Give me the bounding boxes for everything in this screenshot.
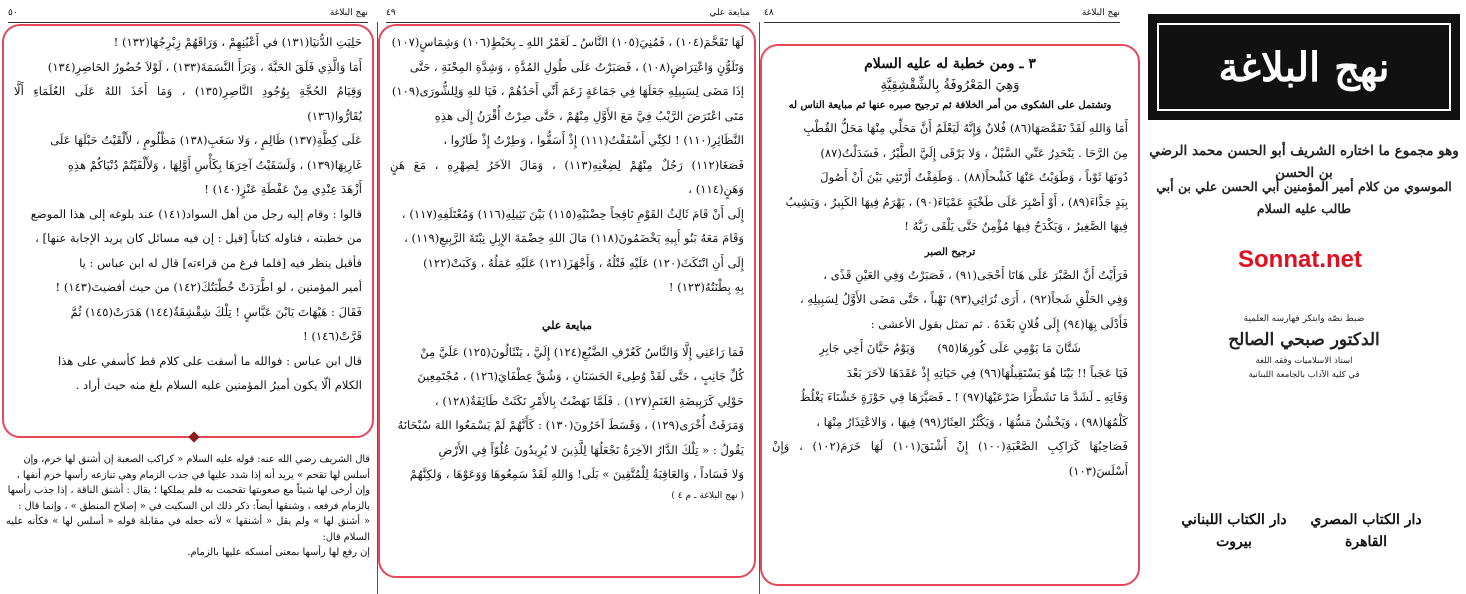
page-50: [0, 0, 376, 594]
text-line: وَفَاتِهِ ـ لَشَدَّ مَا تَشَطَّرَا ضَرْعَيْهَا(٩٧) ! ـ فَصَيَّرَهَا فِي حَوْزَةٍ خَشْنَاءَ يَغْلُظُ: [799, 390, 1128, 404]
running-head: [764, 6, 1120, 23]
text-line: الكلام ألّا يكون أميرُ المؤمنين عليه السلام بلغ منه حيث أراد .: [75, 378, 362, 392]
text-line: إِلَى أَنْ قَامَ ثَالِثُ القَوْمِ نَافِجاً حِضْنَيْهِ(١١٥) بَيْنَ نَثِيلِهِ(١١٦) وَمُعْتَلَفِهِ(١١٧) ،: [401, 206, 744, 221]
text-line: وَفِي الحَلْقِ شَجاً(٩٢) ، أَرَى تُرَاثِي(٩٣) نَهْباً ، حَتَّى مَضَى الأَوَّلُ لِسَبِيلِهِ ،: [799, 292, 1128, 306]
page-49: [378, 0, 758, 594]
text-line: يَقُولُ : « تِلْكَ الدَّارُ الآخِرَةُ نَجْعَلُهَا لِلَّذِينَ لا يُرِيدُونَ عُلُوّاً فِي الأَرْضِ: [438, 442, 744, 457]
book-logo: [1148, 14, 1460, 120]
text-line: قال ابن عباس : فوالله ما أسفت على كلام قط كأسفي على هذا: [58, 353, 362, 368]
sermon-description: وتشتمل على الشكوى من أمر الخلافة ثم ترجيح صبره عنها ثم مبايعة الناس له: [788, 100, 1112, 111]
text-line: فَمَا رَاعَنِي إِلَّا وَالنَّاسُ كَعُرْفِ الضَّبُعِ(١٢٤) إِلَيَّ ، يَنْثَالُونَ(١٢٥) عَلَيَّ مِنْ: [420, 344, 744, 359]
highlight-box: [378, 24, 756, 578]
text-line: مَتَى اعْتَرَضَ الرَّيْبُ فِيَّ مَعَ الأَوَّلِ مِنْهُمْ ، حَتَّى صِرْتُ أُقْرَنُ إِلَى هذِهِ: [434, 108, 744, 123]
highlight-box: [2, 24, 374, 438]
volume-label: ( نهج البلاغة ـ م ٤ ): [671, 490, 744, 501]
text-line: فأقبل ينظر فيه [فلما فرغ من قراءته] قال له ابن عباس : يا: [79, 255, 362, 270]
text-line: حَلِيَتِ الدُّنيَا(١٣١) في أَعْيُنِهِمْ ، وَرَاقَهُمْ زِبْرِجُهَا(١٣٢) !: [113, 35, 362, 49]
footnote-line: « أشنق لها » ولم يقل « أشنقها » لأنه جعله في مقابلة قوله « أسلس لها » فكأنه عليه السلام قال:: [6, 516, 370, 543]
page-number: ٥٠: [8, 8, 18, 18]
text-line: فِيهَا الصَّغِيرُ ، وَيَكْدَحُ فِيهَا مُؤْمِنٌ حَتَّى يَلْقَى رَبَّهُ !: [904, 219, 1128, 233]
text-line: النَّظَائِرِ(١١٠) ! لكِنِّي أَسْفَفْتُ(١١١) إِذْ أَسَفُّوا ، وَطِرْتُ إِذْ طَارُوا ،: [443, 133, 744, 147]
text-line: إِلَى أَنِ انْتَكَثَ(١٢٠) عَلَيْهِ فَتْلُهُ ، وَأَجْهَزَ(١٢١) عَلَيْهِ عَمَلُهُ ، وَكَبَتْ(١٢٢): [423, 255, 744, 270]
text-line: وَقَامَ مَعَهُ بَنُو أَبِيهِ يَخْضَمُونَ(١١٨) مَالَ اللهِ خِضْمَةَ الإِبِلِ نِبْتَةَ الرَّبِيعِ(١١٩) ،: [404, 231, 744, 245]
text-line: فَقَالَ : هَيْهَاتَ يَابْنَ عَبَّاسٍ ! تِلْكَ شِقْشِقَةٌ(١٤٤) هَدَرَتْ(١٤٥) ثُمَّ: [70, 304, 362, 319]
publisher-left-city: بيروت: [1216, 534, 1252, 550]
text-line: فَرَأَيْتُ أَنَّ الصَّبْرَ عَلَى هَاتَا أَحْجَى(٩١) ، فَصَبَرْتُ وَفِي العَيْنِ قَذًى ،: [823, 267, 1128, 282]
footnote-line: أسلس لها تقحم » يريد أنه إذا شدد عليها في جذب الزمام وهي تنازعه رأسها خرم أنفها ،: [16, 469, 370, 481]
text-line: أَمَا وَاللهِ لَقَدْ تَقَمَّصَهَا(٨٦) فُلانٌ وَإِنَّهُ لَيَعْلَمُ أَنَّ مَحَلِّي مِنْهَا مَحَلُّ القُطْبِ: [803, 121, 1128, 135]
text-line: بِهِ بِطْنَتُهُ(١٢٣) !: [668, 280, 744, 294]
sermon-subtitle: وَهِيَ المَعْرُوفَةُ بِالشِّقْشِقِيَّةِ: [880, 78, 1020, 93]
section-heading: مبايعة علي: [541, 318, 593, 332]
footnote-line: إن رفع لها رأسها بمعنى أمسكه عليها بالزمام.: [187, 547, 370, 558]
text-line: بِيَدٍ جَذَّاءَ(٨٩) ، أَوْ أَصْبِرَ عَلَى طَخْيَةٍ عَمْيَاءَ(٩٠) ، يَهْرَمُ فِيهَا الكَبِيرُ ، وَيَشِيبُ: [785, 194, 1128, 209]
highlight-box: [760, 44, 1140, 586]
text-line: لَهَا تَقَحَّمَ(١٠٤) ، فَمُنِيَ(١٠٥) النَّاسُ ـ لَعَمْرُ اللهِ ـ بِخَبْطٍ(١٠٦) وَشِمَاسٍ(١٠٧): [391, 35, 744, 49]
publisher-left: [1164, 512, 1304, 550]
footnote-line: قال الشريف رضي الله عنه: قوله عليه السلام « كراكب الصعبة إن أشنق لها خرم، وإن: [23, 454, 370, 465]
editor-name: الدكتور صبحي الصالح: [1228, 330, 1380, 350]
page-number: ٤٨: [764, 8, 774, 18]
text-line: مِنَ الرَّحَا . يَنْحَدِرُ عَنِّي السَّيْلُ ، وَلا يَرْقَى إِلَيَّ الطَّيْرُ ، فَسَدَلْتُ(٨٧): [820, 145, 1128, 160]
section-heading: ترجيح الصبر: [924, 246, 976, 258]
text-line: قالوا : وقام إليه رجل من أهل السواد(١٤١) عند بلوغه إلى هذا الموضع: [30, 206, 362, 221]
box-text: [14, 30, 362, 398]
text-line: حَوْلِي كَرَبِيضَةِ الغَنَمِ(١٢٧) . فَلَمَّا نَهَضْتُ بِالأَمْرِ نَكَثَتْ طَائِفَةٌ(١٢٨) ،: [434, 393, 744, 408]
page-header-title: نهج البلاغة: [1081, 8, 1120, 18]
text-block-c: [772, 361, 1128, 484]
publisher-right-name: دار الكتاب المصري: [1310, 512, 1422, 528]
box-text: [390, 30, 744, 300]
editor-credit-2: استاذ الاسلاميات وفقه اللغة: [1255, 356, 1353, 366]
running-head: [386, 6, 750, 23]
text-line: وَلا فَسَاداً ، وَالعَاقِبَةُ لِلْمُتَّقِينَ » بَلَى! وَاللهِ لَقَدْ سَمِعُوهَا وَوَعَوْهَا ، وَلكِنَّهُمْ: [409, 467, 744, 481]
editor-credit-1: ضبط نصّه وابتكر فهارسه العلمية: [1243, 314, 1365, 324]
text-line: أمير المؤمنين ، لو اطَّرَدَتْ خُطْبَتُكَ(١٤٢) من حيث أفضيتَ(١٤٣) !: [55, 280, 362, 294]
running-head: [8, 6, 368, 23]
page-header-title: مبايعة علي: [709, 8, 750, 18]
text-line: إذَا مَضَى لِسَبِيلِهِ جَعَلَهَا فِي جَمَاعَةٍ زَعَمَ أَنِّي أَحَدُهُمْ ، فَيَا للهِ وَلِلشُّورَى(١٠٩): [391, 84, 744, 98]
subtitle-line-1: وهو مجموع ما اختاره الشريف أبو الحسن محمد الرضي بن الحسن: [1149, 143, 1459, 181]
lower-text: [390, 340, 744, 487]
publisher-right: [1296, 512, 1436, 550]
text-line: فَأَدْلَى بِهَا(٩٤) إِلَى فُلانٍ بَعْدَهُ . ثم تمثل بقول الأعشى :: [870, 316, 1128, 331]
page-number: ٤٩: [386, 8, 396, 18]
text-line: فَصَغَا(١١٢) رَجُلٌ مِنْهُمْ لِضِغْنِهِ(١١٣) ، وَمَالَ الآخَرُ لِصِهْرِهِ ، مَعَ هَنٍ وَهَنٍ(١١٤) ،: [390, 157, 744, 196]
text-line: كَلْمُهَا(٩٨) ، وَيَخْشُنُ مَسُّهَا ، وَيَكْثُرُ العِثَارُ(٩٩) فِيهَا ، وَالاعْتِذَارُ مِنْهَا ،: [816, 414, 1128, 429]
text-line: كُلِّ جَانِبٍ ، حَتَّى لَقَدْ وُطِىءَ الحَسَنَانِ ، وَشُقَّ عِطْفَايَ(١٢٦) ، مُجْتَمِعِينَ: [417, 369, 744, 383]
text-block-b: [772, 263, 1128, 337]
subtitle-line-2: الموسوي من كلام أمير المؤمنين أبي الحسن علي بن أبي طالب عليه السلام: [1156, 179, 1452, 216]
site-watermark: Sonnat.net: [1238, 246, 1362, 273]
text-line: وَمَرَقَتْ أُخْرَى(١٢٩) ، وَقَسَطَ آخَرُونَ(١٣٠) : كَأَنَّهُمْ لَمْ يَسْمَعُوا اللهَ سُبْحَانَهُ: [397, 418, 744, 432]
title-page: [1134, 0, 1466, 594]
text-line: عَلَى كِظَّةِ(١٣٧) ظَالِمٍ ، وَلا سَغَبِ(١٣٨) مَظْلُومٍ ، لأَلْقَيْتُ حَبْلَهَا عَلَى: [50, 133, 362, 147]
text-line: دُونَهَا ثَوْباً ، وَطَوَيْتُ عَنْهَا كَشْحاً(٨٨) . وَطَفِقْتُ أَرْتَئِي بَيْنَ أَنْ أَصُولَ: [820, 170, 1128, 184]
text-block-a: [772, 116, 1128, 239]
publisher-left-name: دار الكتاب اللبناني: [1181, 512, 1287, 528]
text-line: أَمَا وَالَّذِي فَلَقَ الحَبَّةَ ، وَبَرَأَ النَّسَمَةَ(١٣٣) ، لَوْلاَ حُضُورُ الحَاضِرِ(١٣٤): [47, 59, 362, 74]
text-line: قَرَّتْ(١٤٦) !: [303, 329, 362, 343]
text-line: وَتَلَوُّنٍ وَاعْتِرَاضٍ(١٠٨) ، فَصَبَرْتُ عَلَى طُولِ المُدَّةِ ، وَشِدَّةِ المِحْنَةِ ، حَتَّى: [409, 59, 744, 74]
sermon-title: ٣ ـ ومن خطبة له عليه السلام: [864, 56, 1036, 72]
text-line: من خطبته ، فناوله كتاباً [قيل : إن فيه مسائل كان يريد الإجابة عنها] ،: [35, 231, 362, 245]
text-line: أَزْهَدَ عِنْدِي مِنْ عَفْطَةِ عَنْزٍ(١٤٠) !: [204, 182, 362, 196]
verse-line: شَتَّانَ مَا يَوْمِي عَلَى كُورِهَا(٩٥) وَيَوْمُ حَيَّانَ أَخِي جَابِرِ: [819, 341, 1081, 355]
text-line: غَارِبِهَا(١٣٩) ، وَلَسَقَيْتُ آخِرَهَا بِكَأْسِ أَوَّلِهَا ، وَلأَلْفَيْتُمْ دُنْيَاكُمْ هذِهِ: [67, 157, 362, 172]
page-48: [760, 0, 1140, 594]
publisher-right-city: القاهرة: [1345, 534, 1387, 550]
footnote-line: وإن أرخى لها شيئاً مع صعوبتها تقحمت به فلم يملكها ؛ يقال : أشنق الناقة ، إذا جذب رأسها: [7, 485, 370, 496]
footnote-line: بالزمام فرفعه ، وشنقها أيضاً: ذكر ذلك ابن السكيت في « إصلاح المنطق » ، وإنما قال :: [18, 500, 370, 512]
editor-credit-3: في كلية الآداب بالجامعة اللبنانية: [1248, 370, 1360, 380]
footnote-block: [6, 452, 370, 561]
text-line: وَقِيَامُ الحُجَّةِ بِوُجُودِ النَّاصِرِ(١٣٥) ، وَمَا أَخَذَ اللهُ عَلَى العُلَمَاءِ أَلَّا يُقَارُّوا(١٣٦): [14, 84, 362, 123]
page-header-title: نهج البلاغة: [329, 8, 368, 18]
text-line: فَصَاحِبُهَا كَرَاكِبِ الصَّعْبَةِ(١٠٠) إِنْ أَشْنَقَ(١٠١) لَهَا خَرَمَ(١٠٢) ، وَإِنْ أَسْلَسَ(١٠٣): [772, 439, 1128, 478]
logo-text: نهج البلاغة: [1218, 43, 1390, 91]
text-line: فَيَا عَجَباً !! بَيْنَا هُوَ يَسْتَقِيلُهَا(٩٦) فِي حَيَاتِهِ إِذْ عَقَدَهَا لآخَرَ بَعْدَ: [846, 365, 1128, 380]
